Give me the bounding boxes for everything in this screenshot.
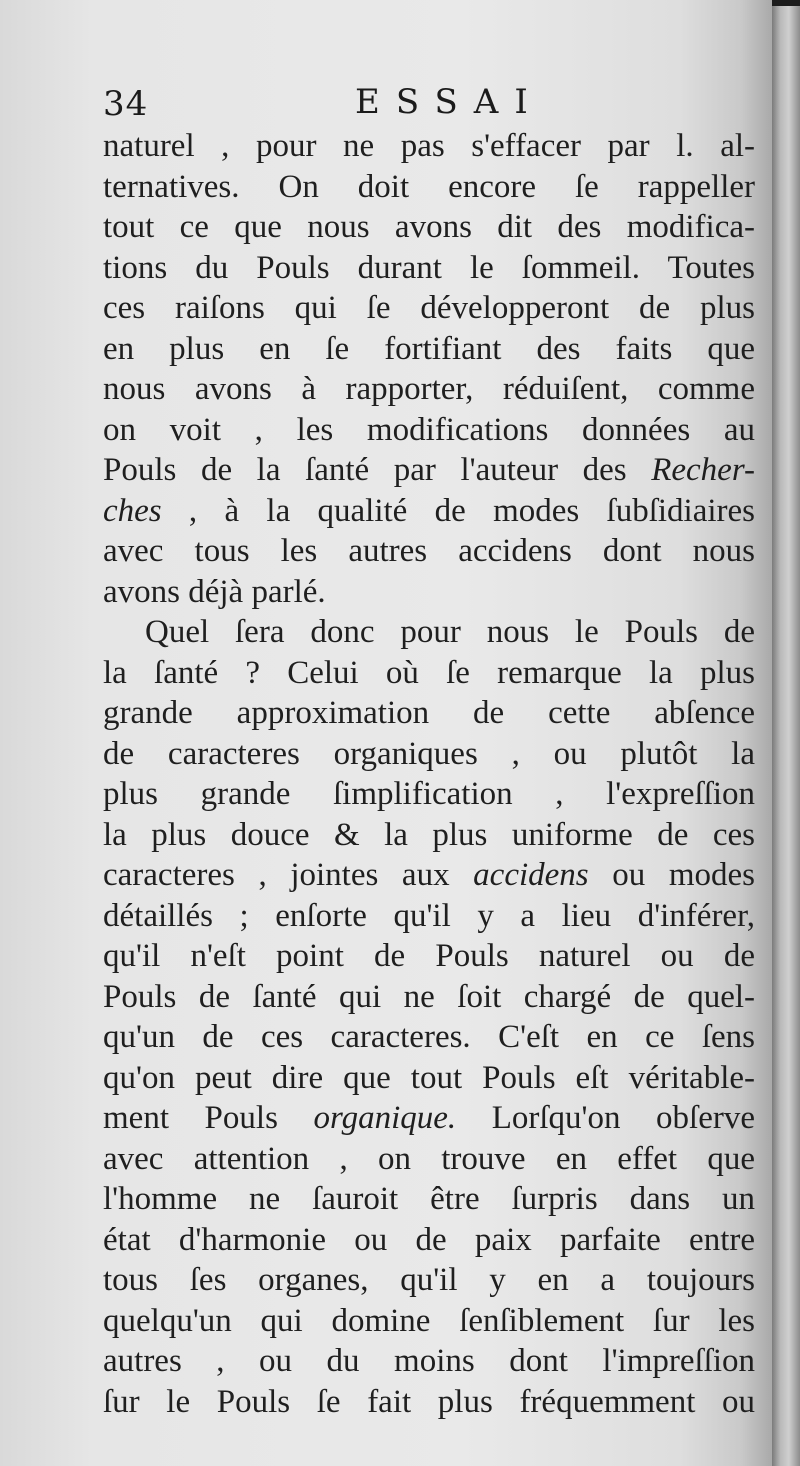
text-line: quelqu'un qui domine ſenſiblement ſur les bbox=[103, 1302, 755, 1339]
text-line: avec attention , on trouve en effet que bbox=[103, 1140, 755, 1177]
text-line: ches , à la qualité de modes ſubſidiaires bbox=[103, 492, 755, 529]
text-line: avons déjà parlé. bbox=[103, 573, 326, 610]
text-line: l'homme ne ſauroit être ſurpris dans un bbox=[103, 1181, 755, 1217]
text-line: nous avons à rapporter, réduiſent, comme bbox=[103, 371, 755, 407]
page-header bbox=[103, 78, 753, 128]
text-line: naturel , pour ne pas s'effacer par l. al- bbox=[103, 128, 755, 164]
body-text bbox=[103, 126, 755, 1422]
running-head: ESSAI bbox=[355, 82, 544, 122]
text-line: état d'harmonie ou de paix parfaite entre bbox=[103, 1221, 755, 1258]
text-line: la ſanté ? Celui où ſe remarque la plus bbox=[103, 654, 755, 691]
text-line: tout ce que nous avons dit des modifica- bbox=[103, 209, 755, 245]
text-line: grande approximation de cette abſence bbox=[103, 695, 755, 731]
text-line: la plus douce & la plus uniforme de ces bbox=[103, 816, 755, 853]
text-line: caracteres , jointes aux accidens ou modes bbox=[103, 857, 755, 893]
text-line: on voit , les modifications données au bbox=[103, 411, 755, 448]
text-line: qu'un de ces caracteres. C'eſt en ce ſens bbox=[103, 1019, 755, 1055]
text-line: plus grande ſimplification , l'expreſſion bbox=[103, 776, 755, 812]
text-line: détaillés ; enſorte qu'il y a lieu d'inférer, bbox=[103, 897, 755, 934]
page-number: 34 bbox=[103, 84, 149, 124]
page-fore-edge bbox=[772, 0, 800, 1466]
text-line: Pouls de ſanté qui ne ſoit chargé de quel- bbox=[103, 978, 755, 1015]
text-line: Quel ſera donc pour nous le Pouls de bbox=[145, 614, 755, 650]
text-line: ſur le Pouls ſe fait plus fréquemment ou bbox=[103, 1383, 755, 1420]
text-line: avec tous les autres accidens dont nous bbox=[103, 533, 755, 569]
text-line: ment Pouls organique. Lorſqu'on obſerve bbox=[103, 1100, 755, 1136]
text-line: de caracteres organiques , ou plutôt la bbox=[103, 735, 755, 772]
text-line: en plus en ſe fortifiant des faits que bbox=[103, 330, 755, 367]
text-line: ternatives. On doit encore ſe rappeller bbox=[103, 168, 755, 205]
text-line: qu'il n'eſt point de Pouls naturel ou de bbox=[103, 938, 755, 974]
text-line: autres , ou du moins dont l'impreſſion bbox=[103, 1343, 755, 1379]
text-line: tions du Pouls durant le ſommeil. Toutes bbox=[103, 249, 755, 286]
text-line: tous ſes organes, qu'il y en a toujours bbox=[103, 1262, 755, 1298]
text-line: qu'on peut dire que tout Pouls eſt véritable- bbox=[103, 1059, 755, 1096]
text-line: ces raiſons qui ſe développeront de plus bbox=[103, 290, 755, 326]
text-line: Pouls de la ſanté par l'auteur des Recher- bbox=[103, 452, 755, 488]
